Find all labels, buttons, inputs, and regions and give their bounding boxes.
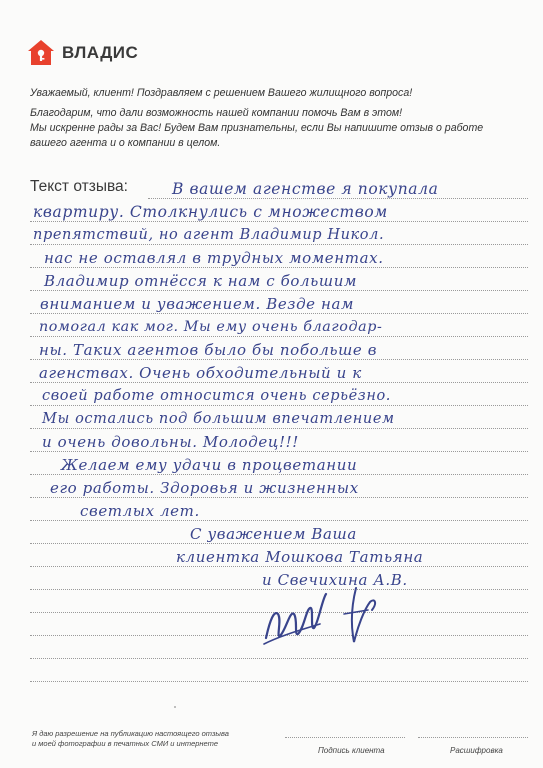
writing-line [30, 474, 528, 475]
writing-line [30, 428, 528, 429]
request-line: Мы искренне рады за Вас! Будем Вам признательны, если Вы напишите отзыв о работе [30, 122, 484, 134]
writing-line [30, 267, 528, 268]
handwritten-line: квартиру. Столкнулись с множеством [33, 203, 388, 221]
decryption-label: Расшифровка [450, 746, 503, 755]
handwritten-line: и очень довольны. Молодец!!! [42, 433, 299, 451]
writing-line [30, 566, 528, 567]
writing-line [30, 681, 528, 682]
handwritten-line: В вашем агенстве я покупала [172, 180, 439, 198]
writing-line [30, 405, 528, 406]
writing-line [30, 359, 528, 360]
writing-line [30, 221, 528, 222]
handwritten-line: вниманием и уважением. Везде нам [40, 295, 355, 313]
writing-line [30, 497, 528, 498]
handwritten-line: и Свечихина А.В. [262, 571, 408, 589]
handwritten-line: клиентка Мошкова Татьяна [176, 548, 424, 566]
brand-name: ВЛАДИС [62, 43, 139, 62]
writing-line [30, 336, 528, 337]
house-key-logo-icon [26, 38, 56, 68]
writing-line [30, 382, 528, 383]
handwritten-line: светлых лет. [80, 502, 200, 520]
handwritten-line: помогал как мог. Мы ему очень благодар- [39, 319, 383, 335]
writing-line [30, 313, 528, 314]
page-dot [174, 706, 176, 708]
handwritten-line: Владимир отнёсся к нам с большим [44, 272, 357, 290]
handwritten-line: агенствах. Очень обходительный и к [39, 364, 362, 382]
publication-permission [32, 729, 229, 749]
writing-line [148, 198, 528, 199]
client-signature-line [285, 737, 405, 738]
review-label: Текст отзыва: [30, 178, 128, 195]
thanks-paragraph [30, 106, 483, 151]
signature-scribble-icon [260, 580, 390, 650]
writing-line [30, 543, 528, 544]
thanks-line: Благодарим, что дали возможность нашей компании помочь Вам в этом! [30, 107, 403, 119]
handwritten-line: своей работе относится очень серьёзно. [42, 388, 392, 404]
permission-line-continued: и моей фотографии в печатных СМИ и интернете [32, 739, 219, 748]
handwritten-line: ны. Таких агентов было бы побольше в [39, 341, 378, 359]
handwritten-line: С уважением Ваша [190, 525, 357, 543]
writing-line [30, 451, 528, 452]
handwritten-line: препятствий, но агент Владимир Никол. [33, 227, 385, 243]
writing-line [30, 520, 528, 521]
handwritten-line: Желаем ему удачи в процветании [61, 456, 358, 474]
writing-line [30, 290, 528, 291]
request-line-continued: вашего агента и о компании в целом. [30, 137, 221, 149]
greeting-text: Уважаемый, клиент! Поздравляем с решением Вашего жилищного вопроса! [30, 87, 413, 99]
writing-line [30, 658, 528, 659]
handwritten-line: его работы. Здоровья и жизненных [50, 479, 359, 497]
client-signature-label: Подпись клиента [318, 746, 385, 755]
writing-line [30, 244, 528, 245]
permission-line: Я даю разрешение на публикацию настоящего отзыва [32, 729, 229, 738]
handwritten-line: нас не оставлял в трудных моментах. [44, 249, 384, 267]
handwritten-line: Мы остались под большим впечатлением [42, 411, 395, 427]
brand-logo [26, 38, 138, 68]
decryption-line [418, 737, 528, 738]
